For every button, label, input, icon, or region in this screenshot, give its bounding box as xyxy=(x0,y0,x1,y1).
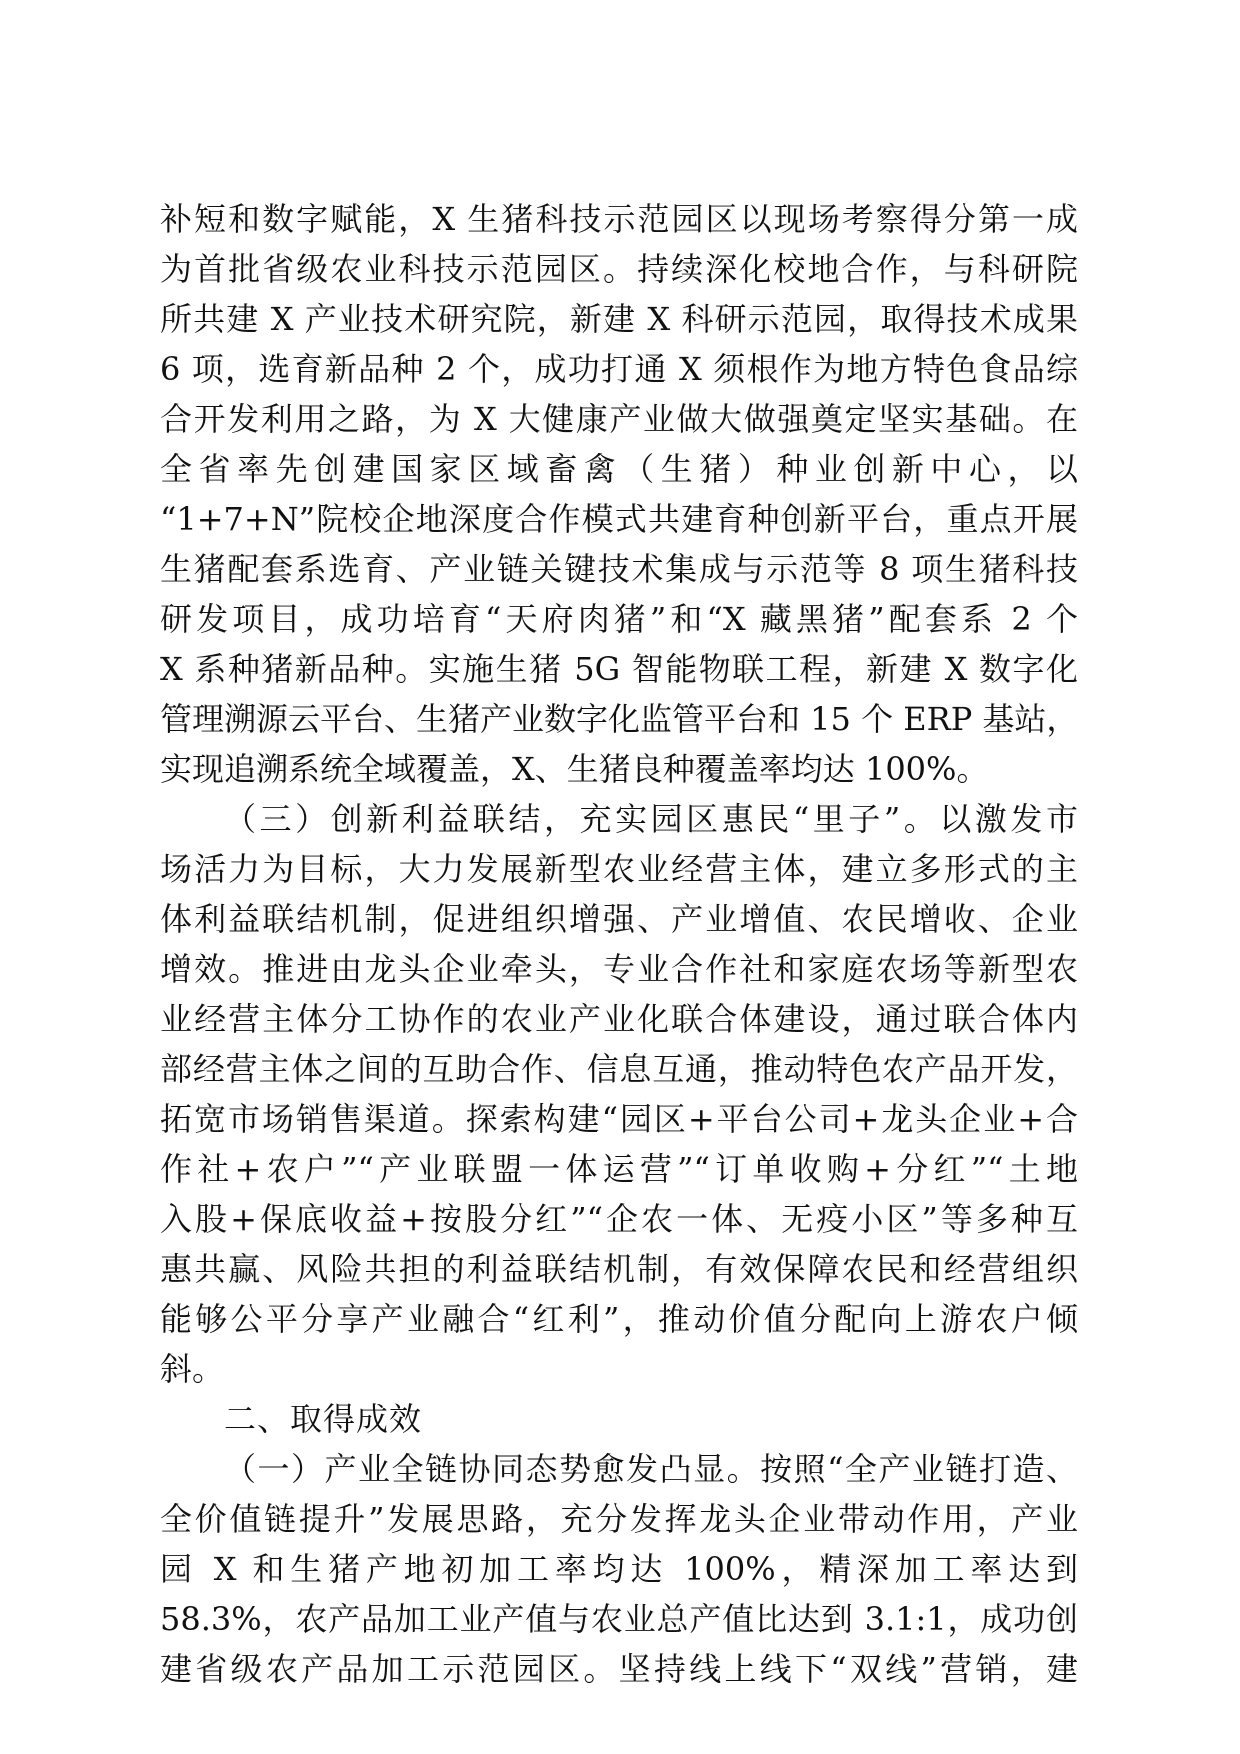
text-line: 体利益联结机制，促进组织增强、产业增值、农民增收、企业 xyxy=(160,900,1078,938)
paragraph-2 xyxy=(160,794,1078,1394)
text-line: 管理溯源云平台、生猪产业数字化监管平台和 15 个 ERP 基站， xyxy=(160,700,1078,738)
text-line: 部经营主体之间的互助合作、信息互通，推动特色农产品开发， xyxy=(160,1050,1078,1088)
paragraph-3 xyxy=(160,1444,1078,1694)
text-line: 建省级农产品加工示范园区。坚持线上线下“双线”营销，建 xyxy=(160,1650,1078,1688)
text-line: （一）产业全链协同态势愈发凸显。按照“全产业链打造、 xyxy=(224,1450,1078,1488)
text-line: （三）创新利益联结，充实园区惠民“里子”。以激发市 xyxy=(224,800,1078,838)
text-line: 6 项，选育新品种 2 个，成功打通 X 须根作为地方特色食品综 xyxy=(160,350,1078,388)
paragraph-1 xyxy=(160,194,1078,794)
text-line: 入股+保底收益+按股分红”“企农一体、无疫小区”等多种互 xyxy=(160,1200,1078,1238)
text-line: 拓宽市场销售渠道。探索构建“园区+平台公司+龙头企业+合 xyxy=(160,1100,1078,1138)
text-line: 斜。 xyxy=(160,1350,225,1388)
text-line: 园 X 和生猪产地初加工率均达 100%，精深加工率达到 xyxy=(160,1550,1078,1588)
text-line: X 系种猪新品种。实施生猪 5G 智能物联工程，新建 X 数字化 xyxy=(160,650,1078,688)
text-line: 实现追溯系统全域覆盖，X、生猪良种覆盖率均达 100%。 xyxy=(160,750,989,788)
document-page xyxy=(160,194,1078,1694)
text-line: 作社+农户”“产业联盟一体运营”“订单收购+分红”“土地 xyxy=(160,1150,1078,1188)
text-line: 生猪配套系选育、产业链关键技术集成与示范等 8 项生猪科技 xyxy=(160,550,1078,588)
text-line: 增效。推进由龙头企业牵头，专业合作社和家庭农场等新型农 xyxy=(160,950,1078,988)
text-line: 业经营主体分工协作的农业产业化联合体建设，通过联合体内 xyxy=(160,1000,1078,1038)
text-line: 补短和数字赋能，X 生猪科技示范园区以现场考察得分第一成 xyxy=(160,200,1078,238)
text-line: 能够公平分享产业融合“红利”，推动价值分配向上游农户倾 xyxy=(160,1300,1078,1338)
text-line: 全省率先创建国家区域畜禽（生猪）种业创新中心，以 xyxy=(160,450,1078,488)
text-line: 惠共赢、风险共担的利益联结机制，有效保障农民和经营组织 xyxy=(160,1250,1078,1288)
text-line: 研发项目，成功培育“天府肉猪”和“X 藏黑猪”配套系 2 个 xyxy=(160,600,1078,638)
text-line: 所共建 X 产业技术研究院，新建 X 科研示范园，取得技术成果 xyxy=(160,300,1078,338)
text-line: 为首批省级农业科技示范园区。持续深化校地合作，与科研院 xyxy=(160,250,1078,288)
text-line: 场活力为目标，大力发展新型农业经营主体，建立多形式的主 xyxy=(160,850,1078,888)
text-line: 全价值链提升”发展思路，充分发挥龙头企业带动作用，产业 xyxy=(160,1500,1078,1538)
text-line: 58.3%，农产品加工业产值与农业总产值比达到 3.1:1，成功创 xyxy=(160,1600,1078,1638)
section-heading: 二、取得成效 xyxy=(224,1400,423,1438)
text-line: 合开发利用之路，为 X 大健康产业做大做强奠定坚实基础。在 xyxy=(160,400,1078,438)
text-line: “1+7+N”院校企地深度合作模式共建育种创新平台，重点开展 xyxy=(160,500,1078,538)
